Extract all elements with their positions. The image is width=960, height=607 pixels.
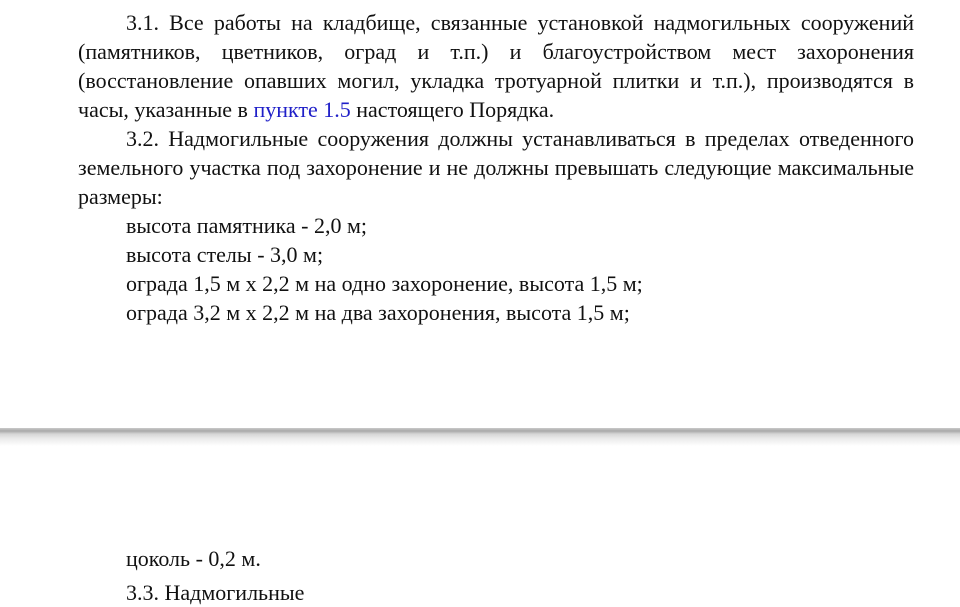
cut-off-paragraph-3-3 (126, 578, 326, 605)
paragraph-3-1-text: 3.1. Все работы на кладбище, связанные установкой надмогильных сооружений (памятников, цветников, оград и т.п.) и благоустройством мест захоронения (восстановление опавших могил, укладка тротуарной плитки и т.п.), производятся в часы, указанные в (78, 10, 914, 122)
list-item: цоколь - 0,2 м. (126, 546, 261, 571)
list-item: ограда 3,2 м х 2,2 м на два захоронения, высота 1,5 м; (126, 300, 630, 325)
link-item-1-5[interactable]: пункте 1.5 (253, 97, 351, 122)
paragraph-3-2: 3.2. Надмогильные сооружения должны устанавливаться в пределах отведенного земельного участка под захоронение и не должны превышать следующие максимальные размеры: (78, 126, 914, 209)
list-item: ограда 1,5 м х 2,2 м на одно захоронение, высота 1,5 м; (126, 271, 643, 296)
cut-off-text: 3.3. Надмогильные (126, 580, 305, 605)
page-separator (0, 428, 960, 446)
list-item: высота стелы - 3,0 м; (126, 242, 324, 267)
list-item: высота памятника - 2,0 м; (126, 213, 368, 238)
page-1-text (78, 8, 914, 327)
paragraph-3-1 (78, 8, 914, 124)
page-2-text (78, 544, 914, 573)
paragraph-3-1-tail: настоящего Порядка. (350, 97, 555, 122)
document-page-2 (0, 446, 960, 605)
